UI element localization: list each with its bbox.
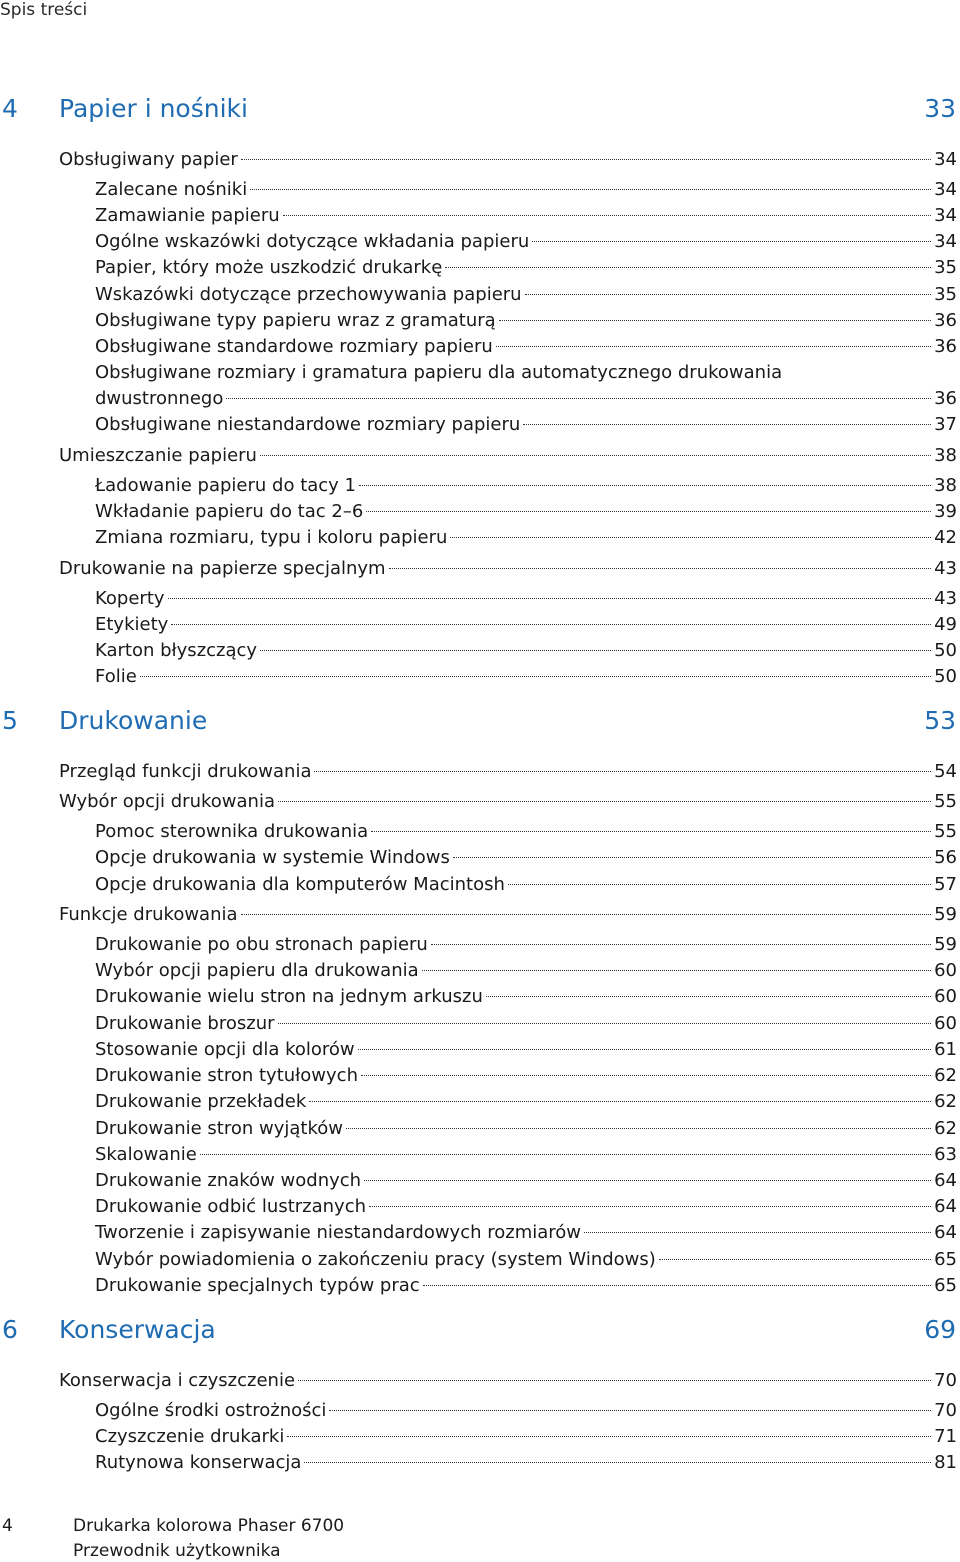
toc-entry-title: Przegląd funkcji drukowania [59,761,312,782]
toc-entry-page: 60 [934,986,957,1007]
toc-entry[interactable] [95,1142,957,1168]
toc-entry-page: 42 [934,527,957,548]
footer-product-name: Drukarka kolorowa Phaser 6700 [73,1516,345,1536]
dot-leader [346,1128,931,1129]
chapter-number: 5 [2,706,18,735]
toc-entry-page: 34 [934,231,957,252]
toc-entry[interactable] [95,1037,957,1063]
toc-entry-page: 56 [934,847,957,868]
dot-leader [445,267,931,268]
toc-entry-page: 64 [934,1222,957,1243]
dot-leader [226,398,931,399]
toc-entry-page: 34 [934,179,957,200]
toc-entry[interactable] [95,1247,957,1273]
toc-entry-title: Drukowanie znaków wodnych [95,1170,362,1191]
toc-entry-page: 59 [934,934,957,955]
chapter-title: Konserwacja [59,1315,216,1344]
toc-entry-title: Drukowanie na papierze specjalnym [59,558,386,579]
dot-leader [369,1206,931,1207]
toc-entry-page: 43 [934,588,957,609]
dot-leader [314,771,931,772]
dot-leader [486,996,931,997]
chapter-number: 4 [2,94,18,123]
chapter-heading[interactable] [0,1315,960,1351]
toc-entry-title: Drukowanie wielu stron na jednym arkuszu [95,986,483,1007]
dot-leader [389,568,932,569]
toc-entry-page: 63 [934,1144,957,1165]
dot-leader [260,650,931,651]
toc-entry-title: Ładowanie papieru do tacy 1 [95,475,356,496]
toc-entry-title: Stosowanie opcji dla kolorów [95,1039,355,1060]
toc-entry[interactable] [95,1089,957,1115]
toc-entry-page: 43 [934,558,957,579]
dot-leader [431,944,931,945]
chapter-title: Papier i nośniki [59,94,248,123]
toc-entry-page: 60 [934,960,957,981]
toc-entry[interactable] [95,664,957,690]
toc-entry-title: Opcje drukowania dla komputerów Macintosh [95,874,505,895]
toc-entry-page: 49 [934,614,957,635]
chapter-page: 53 [924,706,956,735]
toc-entry-page: 35 [934,257,957,278]
toc-entry-title: Drukowanie stron tytułowych [95,1065,358,1086]
toc-entry-title: Drukowanie odbić lustrzanych [95,1196,366,1217]
toc-entry-title: Etykiety [95,614,169,635]
toc-entry-title: Wybór powiadomienia o zakończeniu pracy (system Windows) [95,1249,656,1270]
toc-entry-page: 60 [934,1013,957,1034]
toc-entry-title: Zmiana rozmiaru, typu i koloru papieru [95,527,448,548]
dot-leader [453,857,931,858]
toc-entry-title: Obsługiwane typy papieru wraz z gramaturą [95,310,496,331]
toc-entry-title: Wybór opcji drukowania [59,791,275,812]
toc-entry[interactable] [95,203,957,229]
toc-entry-title: Umieszczanie papieru [59,445,257,466]
toc-entry-page: 50 [934,640,957,661]
toc-entry[interactable] [95,1011,957,1037]
toc-entry[interactable] [95,282,957,308]
toc-entry-page: 65 [934,1249,957,1270]
dot-leader [200,1154,931,1155]
toc-entry-title: Opcje drukowania w systemie Windows [95,847,450,868]
toc-entry-title: Koperty [95,588,165,609]
dot-leader [140,676,931,677]
toc-entry[interactable] [95,819,957,845]
toc-entry-title: Zalecane nośniki [95,179,248,200]
toc-entry[interactable] [59,443,957,469]
toc-entry-title: Rutynowa konserwacja [95,1452,302,1473]
toc-entry-title: Drukowanie po obu stronach papieru [95,934,428,955]
dot-leader [422,970,931,971]
dot-leader [171,624,931,625]
toc-entry-page: 55 [934,791,957,812]
dot-leader [366,511,931,512]
toc-entry[interactable] [59,759,957,785]
dot-leader [423,1285,931,1286]
toc-entry[interactable] [95,638,957,664]
toc-entry-title: Pomoc sterownika drukowania [95,821,369,842]
toc-entry-title: Obsługiwany papier [59,149,238,170]
chapter-page: 33 [924,94,956,123]
toc-entry-title: Zamawianie papieru [95,205,280,226]
dot-leader [278,1023,932,1024]
toc-entry[interactable] [95,308,957,334]
toc-entry-page: 64 [934,1170,957,1191]
dot-leader [168,598,932,599]
dot-leader [329,1410,931,1411]
header-title: Spis treści [0,0,88,20]
dot-leader [659,1259,931,1260]
dot-leader [359,485,931,486]
toc-entry[interactable] [95,984,957,1010]
toc-entry[interactable] [95,525,957,551]
dot-leader [361,1075,931,1076]
toc-entry-title: Wskazówki dotyczące przechowywania papieru [95,284,522,305]
dot-leader [298,1380,931,1381]
toc-entry[interactable] [95,1273,957,1299]
toc-entry-page: 37 [934,414,957,435]
toc-entry[interactable] [95,412,957,438]
toc-entry-page: 38 [934,475,957,496]
toc-entry[interactable] [59,1368,957,1394]
dot-leader [496,346,931,347]
toc-entry-title: Skalowanie [95,1144,197,1165]
toc-entry-page: 62 [934,1091,957,1112]
dot-leader [499,320,931,321]
dot-leader [260,455,931,456]
toc-entry[interactable] [95,1398,957,1424]
toc-entry[interactable] [59,556,957,582]
toc-entry[interactable] [95,612,957,638]
dot-leader [532,241,931,242]
dot-leader [358,1049,931,1050]
dot-leader [241,159,931,160]
toc-entry-page: 70 [934,1400,957,1421]
toc-entry-page: 54 [934,761,957,782]
toc-entry-page: 81 [934,1452,957,1473]
toc-entry-title: Czyszczenie drukarki [95,1426,285,1447]
dot-leader [287,1436,931,1437]
toc-entry-page: 65 [934,1275,957,1296]
toc-entry[interactable] [59,789,957,815]
toc-entry-page: 36 [934,310,957,331]
toc-entry-title: Obsługiwane rozmiary i gramatura papieru dla automatycznego drukowania [95,362,783,383]
toc-entry[interactable] [95,255,957,281]
toc-entry-title: Ogólne wskazówki dotyczące wkładania papieru [95,231,530,252]
toc-entry-page: 36 [934,388,957,409]
toc-entry-title: Tworzenie i zapisywanie niestandardowych rozmiarów [95,1222,581,1243]
chapter-title: Drukowanie [59,706,208,735]
toc-entry[interactable] [95,1450,957,1476]
toc-entry[interactable] [95,932,957,958]
toc-entry-page: 62 [934,1118,957,1139]
toc-entry-page: 55 [934,821,957,842]
toc-entry-page: 34 [934,205,957,226]
chapter-page: 69 [924,1315,956,1344]
toc-entry[interactable] [95,586,957,612]
toc-entry[interactable] [95,1194,957,1220]
toc-entry-page: 50 [934,666,957,687]
toc-entry[interactable] [95,845,957,871]
toc-entry[interactable] [59,147,957,173]
toc-entry-title: Funkcje drukowania [59,904,238,925]
toc-entry-title: Ogólne środki ostrożności [95,1400,327,1421]
toc-entry[interactable] [95,1168,957,1194]
toc-entry-page: 38 [934,445,957,466]
toc-entry[interactable] [95,229,957,255]
footer-guide-name: Przewodnik użytkownika [73,1541,281,1561]
chapter-heading[interactable] [0,706,960,742]
toc-entry[interactable] [95,1220,957,1246]
toc-entry-page: 36 [934,336,957,357]
dot-leader [283,215,931,216]
toc-entry-title: Drukowanie broszur [95,1013,275,1034]
toc-entry-title: Konserwacja i czyszczenie [59,1370,296,1391]
dot-leader [525,294,932,295]
footer-page-number: 4 [2,1516,13,1536]
toc-entry-page: 61 [934,1039,957,1060]
dot-leader [523,424,931,425]
toc-entry-page: 64 [934,1196,957,1217]
toc-entry[interactable] [95,1116,957,1142]
toc-entry[interactable] [95,473,957,499]
toc-entry-title: Karton błyszczący [95,640,258,661]
dot-leader [584,1232,931,1233]
chapter-heading[interactable] [0,94,960,130]
dot-leader [371,831,931,832]
toc-entry[interactable] [59,902,957,928]
dot-leader [309,1101,931,1102]
toc-entry[interactable] [95,177,957,203]
toc-entry-title: Drukowanie przekładek [95,1091,307,1112]
dot-leader [250,189,931,190]
toc-entry-page: 34 [934,149,957,170]
toc-entry-title: Wybór opcji papieru dla drukowania [95,960,419,981]
dot-leader [508,884,931,885]
toc-entry[interactable] [95,1063,957,1089]
toc-entry[interactable] [95,958,957,984]
toc-entry-page: 71 [934,1426,957,1447]
toc-entry-title: Papier, który może uszkodzić drukarkę [95,257,443,278]
toc-entry-title: Obsługiwane standardowe rozmiary papieru [95,336,493,357]
toc-entry-page: 57 [934,874,957,895]
chapter-number: 6 [2,1315,18,1344]
toc-entry-title: Obsługiwane niestandardowe rozmiary papieru [95,414,521,435]
toc-entry-title-continued: dwustronnego [95,388,224,409]
toc-entry-title: Folie [95,666,137,687]
toc-entry[interactable] [95,1424,957,1450]
toc-entry-page: 59 [934,904,957,925]
toc-entry-title: Drukowanie specjalnych typów prac [95,1275,420,1296]
toc-entry-page: 70 [934,1370,957,1391]
toc-entry[interactable] [95,360,957,412]
dot-leader [450,537,931,538]
toc-entry-title: Wkładanie papieru do tac 2–6 [95,501,364,522]
toc-entry-page: 35 [934,284,957,305]
toc-entry[interactable] [95,499,957,525]
toc-entry[interactable] [95,872,957,898]
dot-leader [304,1462,931,1463]
toc-entry-page: 39 [934,501,957,522]
toc-entry[interactable] [95,334,957,360]
dot-leader [364,1180,931,1181]
dot-leader [241,914,932,915]
toc-entry-page: 62 [934,1065,957,1086]
dot-leader [278,801,931,802]
toc-entry-title: Drukowanie stron wyjątków [95,1118,343,1139]
